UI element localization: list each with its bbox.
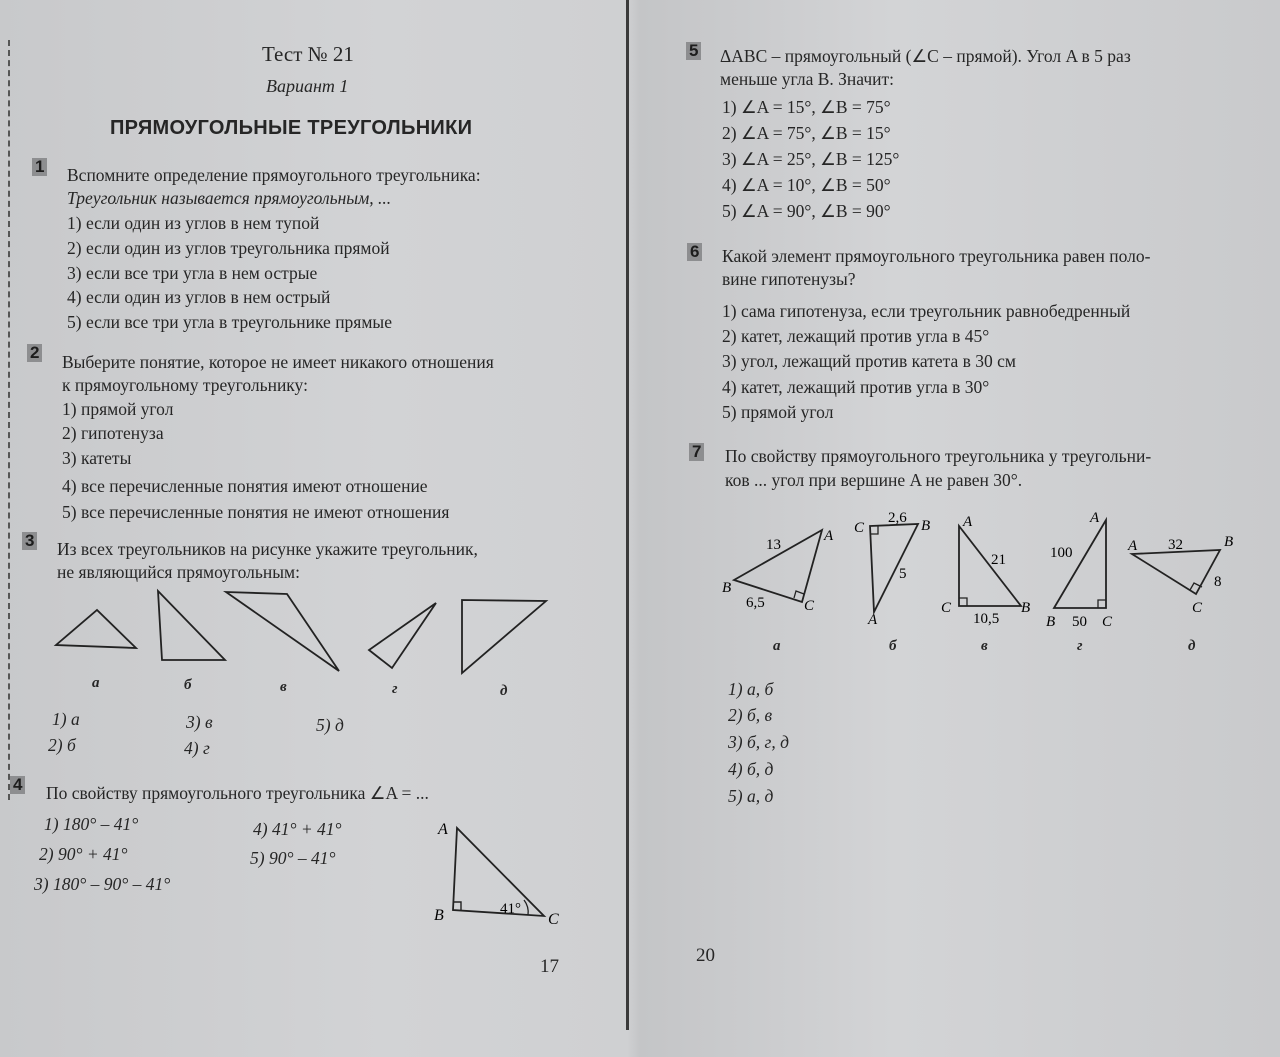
svg-text:50: 50 [1072, 614, 1087, 630]
q7-figure-g [1042, 506, 1127, 631]
figure-label: в [280, 679, 287, 695]
q3-option: 4) г [184, 738, 210, 758]
question-3-text: Из всех треугольников на рисунке укажите треугольник, [57, 539, 478, 559]
svg-text:100: 100 [1050, 545, 1073, 561]
question-6-text: вине гипотенузы? [722, 269, 856, 289]
svg-text:13: 13 [766, 537, 781, 553]
triangle-d [462, 600, 546, 673]
q6-option: 5) прямой угол [722, 402, 834, 422]
svg-text:C: C [941, 600, 952, 616]
q4-option: 2) 90° + 41° [39, 844, 128, 864]
svg-text:A: A [963, 514, 973, 530]
figure-label: б [184, 677, 192, 693]
question-3-number: 3 [22, 532, 37, 550]
topic-title: ПРЯМОУГОЛЬНЫЕ ТРЕУГОЛЬНИКИ [110, 117, 473, 139]
page-fold [626, 0, 629, 1030]
page-number-left: 17 [540, 956, 559, 977]
svg-text:6,5: 6,5 [746, 595, 765, 611]
question-3-text: не являющийся прямоугольным: [57, 562, 300, 582]
q5-option: 4) ∠A = 10°, ∠B = 50° [722, 175, 891, 195]
svg-text:21: 21 [991, 552, 1006, 568]
q1-option: 4) если один из углов в нем острый [67, 287, 331, 307]
q7-option: 1) а, б [728, 679, 774, 699]
q4-vertex-b: B [434, 907, 444, 924]
question-2-number: 2 [27, 344, 42, 362]
triangle-a [56, 610, 136, 648]
question-2-text: Выберите понятие, которое не имеет никакого отношения [62, 352, 494, 372]
svg-text:A: A [1090, 510, 1100, 526]
q7-option: 5) а, д [728, 786, 774, 806]
question-7-text: По свойству прямоугольного треугольника у треугольни- [725, 446, 1152, 466]
svg-text:32: 32 [1168, 537, 1183, 553]
triangle-g [369, 603, 436, 668]
svg-text:C: C [804, 598, 815, 614]
q5-option: 2) ∠A = 75°, ∠B = 15° [722, 123, 891, 143]
svg-text:C: C [854, 520, 865, 536]
q7-figure-d [1122, 524, 1247, 624]
figure-label: д [500, 683, 508, 699]
q7-option: 3) б, г, д [728, 732, 789, 752]
q5-option: 5) ∠A = 90°, ∠B = 90° [722, 201, 891, 221]
q7-option: 4) б, д [728, 759, 774, 779]
svg-text:C: C [1102, 614, 1113, 630]
q3-option: 5) д [316, 715, 344, 735]
svg-text:B: B [1021, 600, 1031, 616]
figure-label: д [1188, 638, 1196, 654]
svg-text:A: A [824, 528, 834, 544]
q1-option: 2) если один из углов треугольника прямой [67, 238, 390, 258]
page-number-right: 20 [696, 945, 715, 966]
figure-label: а [92, 675, 100, 691]
q4-option: 4) 41° + 41° [253, 819, 342, 839]
svg-text:B: B [1224, 534, 1234, 550]
q6-option: 3) угол, лежащий против катета в 30 см [722, 351, 1016, 371]
q7-figure-a [718, 510, 838, 620]
q3-triangles-figure [40, 585, 580, 695]
triangle-b [158, 591, 225, 660]
svg-text:A: A [1128, 538, 1138, 554]
svg-text:C: C [1192, 600, 1203, 616]
figure-label: г [392, 681, 398, 697]
question-5-number: 5 [686, 42, 701, 60]
q4-angle-label: 41° [500, 901, 521, 917]
q5-option: 1) ∠A = 15°, ∠B = 75° [722, 97, 891, 117]
q6-option: 1) сама гипотенуза, если треугольник равнобедренный [722, 301, 1131, 321]
q7-option: 2) б, в [728, 705, 773, 725]
variant-label: Вариант 1 [266, 76, 349, 96]
question-6-number: 6 [687, 243, 702, 261]
q3-option: 2) б [48, 735, 76, 755]
q1-option: 5) если все три угла в треугольнике прямые [67, 312, 392, 332]
svg-text:B: B [921, 518, 931, 534]
svg-text:8: 8 [1214, 574, 1222, 590]
test-title: Тест № 21 [262, 42, 354, 66]
q4-option: 3) 180° – 90° – 41° [34, 874, 171, 894]
svg-text:A: A [868, 612, 878, 628]
question-7-text: ков ... угол при вершине A не равен 30°. [725, 470, 1023, 490]
question-1-number: 1 [32, 158, 47, 176]
q2-option: 2) гипотенуза [62, 423, 164, 443]
question-5-text: ΔABC – прямоугольный (∠C – прямой). Угол A в 5 раз [720, 46, 1131, 66]
svg-text:B: B [1046, 614, 1056, 630]
question-5-text: меньше угла B. Значит: [720, 69, 895, 89]
q1-option: 3) если все три угла в нем острые [67, 263, 318, 283]
q4-option: 5) 90° – 41° [250, 848, 336, 868]
q6-option: 2) катет, лежащий против угла в 45° [722, 326, 990, 346]
figure-label: г [1077, 638, 1083, 654]
figure-label: б [889, 638, 897, 654]
svg-text:2,6: 2,6 [888, 510, 907, 526]
figure-label: а [773, 638, 781, 654]
svg-text:B: B [722, 580, 732, 596]
question-4-text: По свойству прямоугольного треугольника ∠A = ... [46, 783, 429, 803]
question-2-text: к прямоугольному треугольнику: [62, 375, 308, 395]
q2-option: 5) все перечисленные понятия не имеют отношения [62, 502, 450, 522]
question-6-text: Какой элемент прямоугольного треугольника равен поло- [722, 246, 1151, 266]
svg-text:5: 5 [899, 566, 907, 582]
q4-option: 1) 180° – 41° [44, 814, 139, 834]
q7-figure-b [846, 508, 941, 628]
triangle-v [226, 592, 339, 671]
q2-option: 3) катеты [62, 448, 132, 468]
q1-option: 1) если один из углов в нем тупой [67, 213, 320, 233]
q2-option: 4) все перечисленные понятия имеют отношение [62, 476, 428, 496]
q4-triangle-figure [428, 812, 578, 932]
q5-option: 3) ∠A = 25°, ∠B = 125° [722, 149, 900, 169]
q6-option: 4) катет, лежащий против угла в 30° [722, 377, 990, 397]
question-4-number: 4 [10, 776, 25, 794]
cut-line [8, 40, 14, 800]
question-1-italic: Треугольник называется прямоугольным, ... [67, 188, 392, 208]
svg-text:10,5: 10,5 [973, 611, 1000, 627]
question-7-number: 7 [689, 443, 704, 461]
figure-label: в [981, 638, 988, 654]
q4-vertex-a: A [438, 821, 448, 838]
q4-vertex-c: C [548, 911, 559, 928]
q7-figure-v [935, 510, 1045, 630]
q3-option: 3) в [186, 712, 213, 732]
q3-option: 1) а [52, 709, 80, 729]
question-1-text: Вспомните определение прямоугольного треугольника: [67, 165, 481, 185]
q2-option: 1) прямой угол [62, 399, 174, 419]
